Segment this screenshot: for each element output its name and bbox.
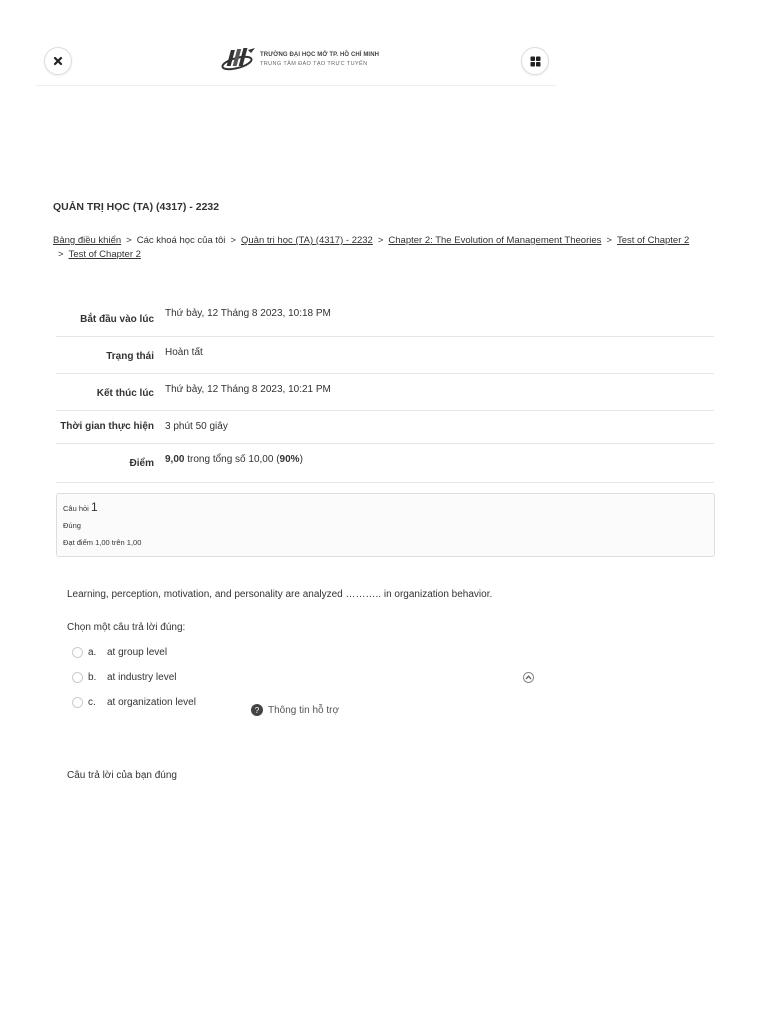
close-icon	[53, 56, 63, 66]
breadcrumb-separator: >	[606, 235, 612, 246]
grade-label: Điểm	[129, 458, 154, 469]
apps-button[interactable]	[521, 47, 549, 75]
scroll-top-button[interactable]	[523, 672, 534, 683]
support-info-link[interactable]	[251, 704, 339, 716]
answer-feedback: Câu trả lời của bạn đúng	[67, 770, 177, 781]
summary-row-state	[56, 337, 714, 374]
support-label: Thông tin hỗ trợ	[268, 704, 340, 716]
grid-icon	[530, 56, 541, 67]
summary-row-finished	[56, 374, 714, 411]
breadcrumb-separator: >	[58, 249, 64, 260]
grade-value	[161, 444, 714, 483]
breadcrumb-separator: >	[377, 235, 384, 246]
answer-list	[72, 640, 196, 715]
answer-text: at organization level	[107, 697, 196, 708]
top-navbar	[36, 38, 556, 86]
time-label: Thời gian thực hiện	[60, 421, 154, 432]
logo-line2: TRUNG TÂM ĐÀO TẠO TRỰC TUYẾN	[260, 61, 368, 67]
answer-text: at group level	[107, 647, 168, 658]
attempt-summary-table	[56, 298, 714, 483]
question-mark: Đạt điểm 1,00 trên 1,00	[63, 538, 142, 547]
finished-value: Thứ bảy, 12 Tháng 8 2023, 10:21 PM	[165, 384, 331, 395]
answer-option-b[interactable]	[72, 665, 196, 690]
answer-letter: a.	[88, 647, 97, 658]
breadcrumb-test-current[interactable]: Test of Chapter 2	[68, 249, 141, 260]
breadcrumb	[53, 234, 733, 262]
answer-letter: b.	[88, 672, 97, 683]
question-number	[63, 499, 708, 517]
chevron-up-icon	[525, 674, 532, 681]
help-icon: ?	[251, 704, 263, 716]
grade-total: trong tổng số 10,00 (	[184, 454, 280, 465]
summary-row-started	[56, 298, 714, 337]
question-info-box	[56, 493, 715, 557]
answer-option-a[interactable]	[72, 640, 196, 665]
page-title: QUẢN TRỊ HỌC (TA) (4317) - 2232	[53, 201, 220, 213]
close-button[interactable]	[44, 47, 72, 75]
finished-label: Kết thúc lúc	[96, 388, 154, 399]
time-value: 3 phút 50 giây	[165, 421, 228, 432]
radio-button[interactable]	[72, 647, 83, 658]
started-label: Bắt đầu vào lúc	[80, 314, 154, 325]
answer-text: at industry level	[107, 672, 177, 683]
breadcrumb-my-courses: Các khoá học của tôi	[136, 235, 226, 246]
breadcrumb-course[interactable]: Quản trị học (TA) (4317) - 2232	[241, 235, 373, 246]
started-value: Thứ bảy, 12 Tháng 8 2023, 10:18 PM	[165, 308, 331, 319]
breadcrumb-chapter[interactable]: Chapter 2: The Evolution of Management Theories	[388, 235, 602, 246]
breadcrumb-separator: >	[126, 235, 132, 246]
answer-prompt: Chọn một câu trả lời đúng:	[67, 622, 186, 633]
radio-button[interactable]	[72, 672, 83, 683]
summary-row-grade	[56, 444, 714, 483]
university-logo[interactable]	[220, 45, 380, 75]
question-status: Đúng	[63, 521, 81, 530]
answer-letter: c.	[88, 697, 96, 708]
answer-option-c[interactable]	[72, 690, 196, 715]
breadcrumb-separator: >	[230, 235, 236, 246]
logo-mark-icon	[220, 46, 256, 74]
logo-line1: TRƯỜNG ĐẠI HỌC MỞ TP. HỒ CHÍ MINH	[260, 52, 380, 58]
grade-percent: 90%	[279, 454, 300, 465]
question-number-value: 1	[90, 500, 98, 514]
breadcrumb-dashboard[interactable]: Bảng điều khiển	[53, 235, 122, 246]
state-label: Trạng thái	[106, 351, 154, 362]
question-text: Learning, perception, motivation, and personality are analyzed ……….. in organization behavior.	[67, 589, 493, 600]
question-label: Câu hỏi	[63, 504, 89, 513]
radio-button[interactable]	[72, 697, 83, 708]
breadcrumb-test[interactable]: Test of Chapter 2	[616, 235, 690, 246]
grade-score: 9,00	[165, 454, 185, 465]
summary-row-time	[56, 411, 714, 444]
state-value: Hoàn tất	[165, 347, 203, 358]
grade-close: )	[299, 454, 303, 465]
